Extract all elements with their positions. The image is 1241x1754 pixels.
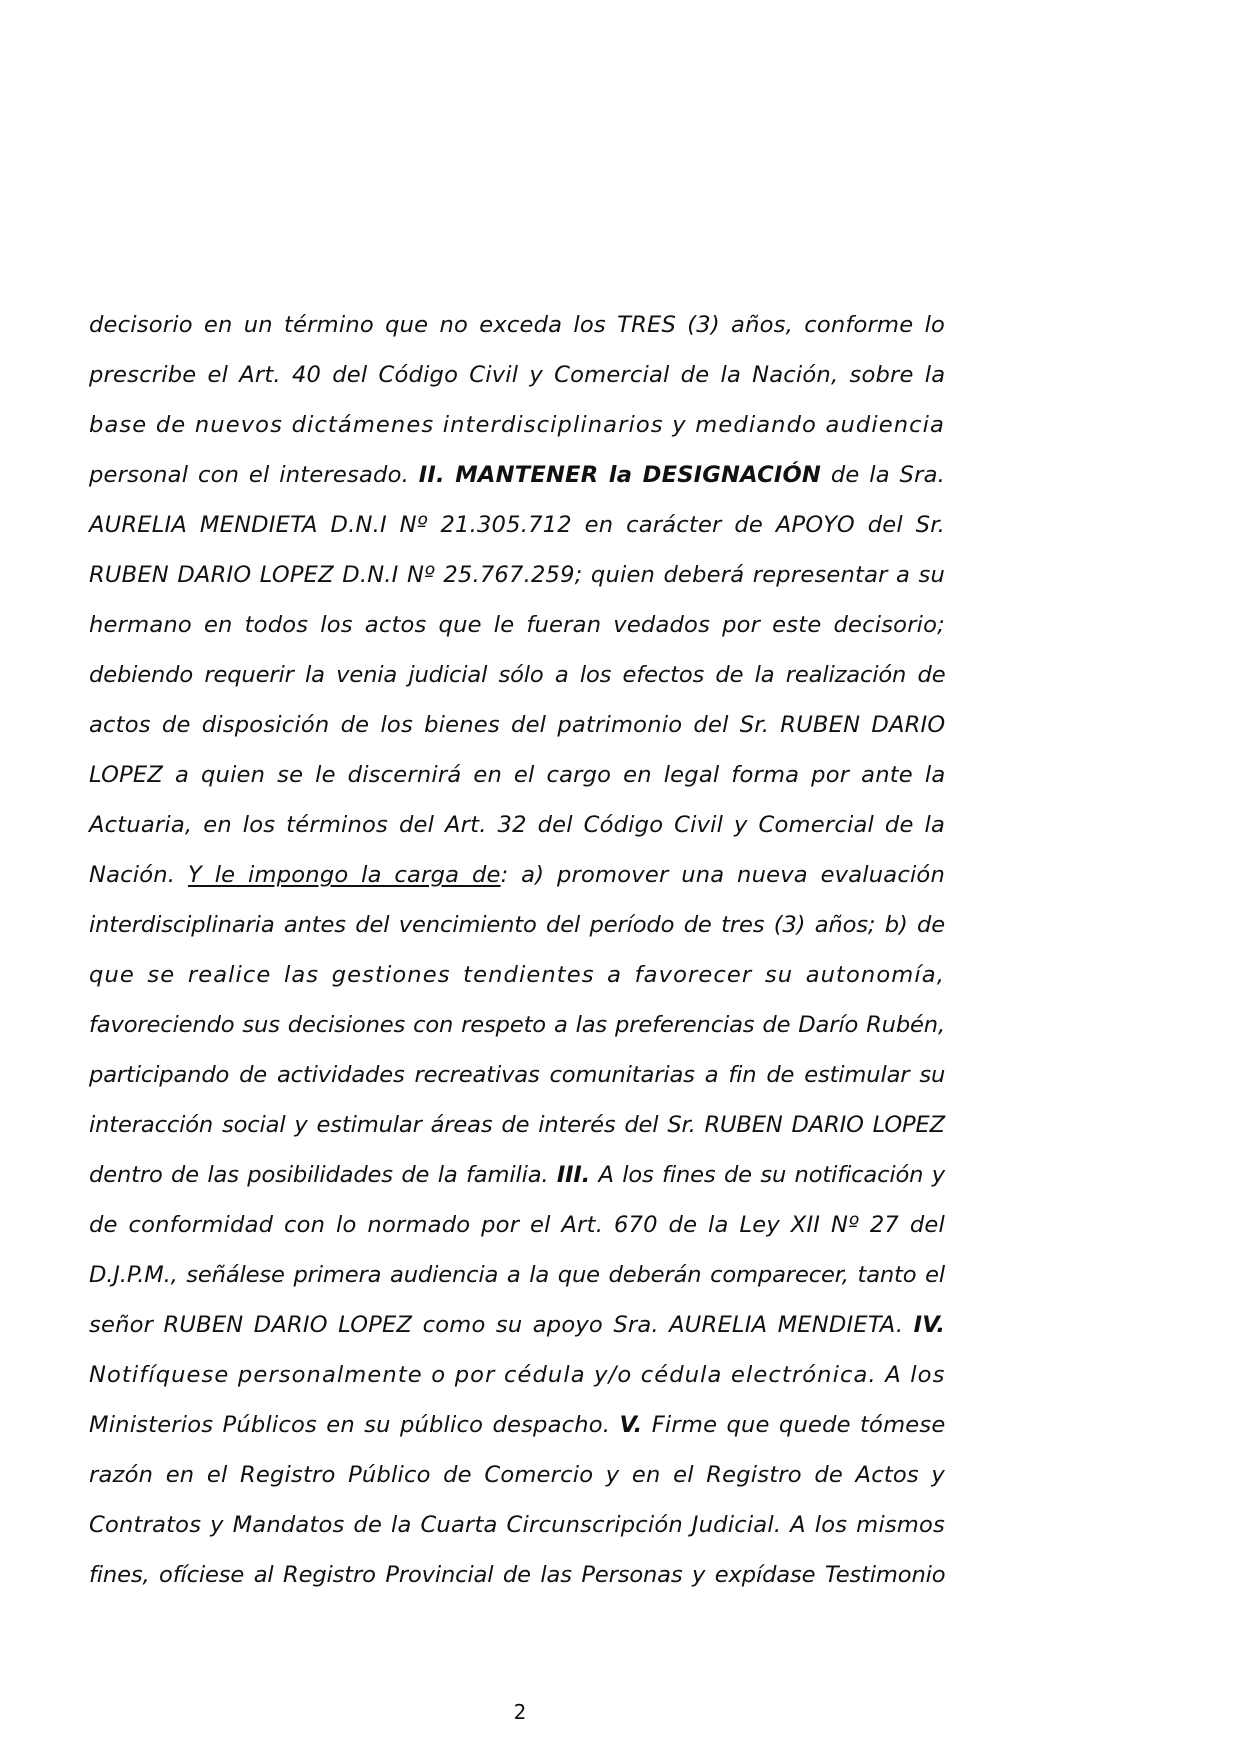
text-line: hermano en todos los actos que le fueran vedados por este decisorio; xyxy=(89,612,945,638)
text-line: que se realice las gestiones tendientes a favorecer su autonomía, xyxy=(89,962,945,988)
text-line: base de nuevos dictámenes interdisciplinarios y mediando audiencia xyxy=(89,412,945,438)
text-line: participando de actividades recreativas comunitarias a fin de estimular su xyxy=(89,1062,946,1088)
text-line: razón en el Registro Público de Comercio y en el Registro de Actos y xyxy=(89,1462,945,1488)
text-line: Ministerios Públicos en su público despacho. V. Firme que quede tómese xyxy=(89,1412,946,1438)
text-line: dentro de las posibilidades de la familia. III. A los fines de su notificación y xyxy=(89,1162,945,1188)
text-line: favoreciendo sus decisiones con respeto a las preferencias de Darío Rubén, xyxy=(89,1012,945,1038)
text-line: interacción social y estimular áreas de interés del Sr. RUBEN DARIO LOPEZ xyxy=(89,1112,945,1138)
text-line: personal con el interesado. II. MANTENER la DESIGNACIÓN de la Sra. xyxy=(89,462,946,488)
text-line: D.J.P.M., señálese primera audiencia a la que deberán comparecer, tanto el xyxy=(89,1262,945,1288)
text-line: actos de disposición de los bienes del patrimonio del Sr. RUBEN DARIO xyxy=(89,712,946,738)
bold-section-heading: IV. xyxy=(913,1312,946,1338)
text-line: Nación. Y le impongo la carga de: a) promover una nueva evaluación xyxy=(89,862,945,888)
text-line: decisorio en un término que no exceda los TRES (3) años, conforme lo xyxy=(89,312,946,338)
text-line: RUBEN DARIO LOPEZ D.N.I Nº 25.767.259; quien deberá representar a su xyxy=(89,562,945,588)
text-line: fines, ofíciese al Registro Provincial de las Personas y expídase Testimonio xyxy=(89,1562,946,1588)
text-line: AURELIA MENDIETA D.N.I Nº 21.305.712 en carácter de APOYO del Sr. xyxy=(89,512,945,538)
text-line: debiendo requerir la venia judicial sólo a los efectos de la realización de xyxy=(89,662,946,688)
text-line: LOPEZ a quien se le discernirá en el cargo en legal forma por ante la xyxy=(89,762,946,788)
text-line: señor RUBEN DARIO LOPEZ como su apoyo Sra. AURELIA MENDIETA. IV. xyxy=(89,1312,946,1338)
underlined-phrase: Y le impongo la carga de xyxy=(187,862,501,888)
text-line: prescribe el Art. 40 del Código Civil y Comercial de la Nación, sobre la xyxy=(89,362,946,388)
page-number: 2 xyxy=(513,1700,527,1724)
text-line: interdisciplinaria antes del vencimiento del período de tres (3) años; b) de xyxy=(89,912,945,938)
text-line: de conformidad con lo normado por el Art. 670 de la Ley XII Nº 27 del xyxy=(89,1212,945,1238)
bold-section-heading: V. xyxy=(619,1412,643,1438)
bold-section-heading: II. MANTENER la DESIGNACIÓN xyxy=(418,462,822,488)
bold-section-heading: III. xyxy=(556,1162,591,1188)
text-line: Notifíquese personalmente o por cédula y/o cédula electrónica. A los xyxy=(89,1362,946,1388)
document-body xyxy=(89,300,945,1600)
text-line: Actuaria, en los términos del Art. 32 del Código Civil y Comercial de la xyxy=(89,812,945,838)
text-line: Contratos y Mandatos de la Cuarta Circunscripción Judicial. A los mismos xyxy=(89,1512,945,1538)
